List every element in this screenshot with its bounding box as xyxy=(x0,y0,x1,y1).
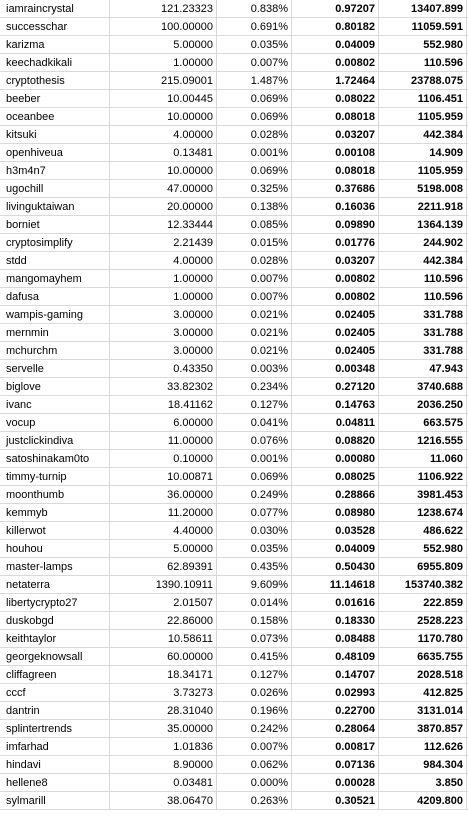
cell-account-name[interactable]: openhiveua xyxy=(0,144,110,162)
cell-percent[interactable]: 0.007% xyxy=(217,288,292,306)
cell-percent[interactable]: 0.001% xyxy=(217,144,292,162)
cell-total[interactable]: 222.859 xyxy=(379,594,467,612)
cell-percent[interactable]: 0.035% xyxy=(217,36,292,54)
cell-account-name[interactable]: cliffagreen xyxy=(0,666,110,684)
table-row xyxy=(0,522,468,540)
cell-percent[interactable]: 0.035% xyxy=(217,540,292,558)
cell-account-name[interactable]: keithtaylor xyxy=(0,630,110,648)
cell-amount[interactable]: 33.82302 xyxy=(110,378,217,396)
cell-value[interactable]: 0.48109 xyxy=(292,648,379,666)
cell-percent[interactable]: 0.691% xyxy=(217,18,292,36)
table-row xyxy=(0,18,468,36)
table-row xyxy=(0,252,468,270)
cell-percent[interactable]: 0.069% xyxy=(217,90,292,108)
cell-percent[interactable]: 0.028% xyxy=(217,126,292,144)
cell-account-name[interactable]: ivanc xyxy=(0,396,110,414)
cell-percent[interactable]: 0.196% xyxy=(217,702,292,720)
cell-total[interactable]: 442.384 xyxy=(379,126,467,144)
cell-account-name[interactable]: mchurchm xyxy=(0,342,110,360)
cell-value[interactable]: 0.08025 xyxy=(292,468,379,486)
cell-percent[interactable]: 0.001% xyxy=(217,450,292,468)
cell-value[interactable]: 0.22700 xyxy=(292,702,379,720)
cell-percent[interactable]: 0.041% xyxy=(217,414,292,432)
cell-value[interactable]: 0.01776 xyxy=(292,234,379,252)
cell-value[interactable]: 0.08018 xyxy=(292,162,379,180)
table-row xyxy=(0,360,468,378)
cell-total[interactable]: 1105.959 xyxy=(379,108,467,126)
cell-account-name[interactable]: hellene8 xyxy=(0,774,110,792)
cell-value[interactable]: 0.04009 xyxy=(292,540,379,558)
cell-total[interactable]: 11059.591 xyxy=(379,18,467,36)
table-row xyxy=(0,684,468,702)
cell-value[interactable]: 0.08488 xyxy=(292,630,379,648)
cell-amount[interactable]: 1.01836 xyxy=(110,738,217,756)
cell-total[interactable]: 3131.014 xyxy=(379,702,467,720)
cell-amount[interactable]: 10.00445 xyxy=(110,90,217,108)
cell-account-name[interactable]: libertycrypto27 xyxy=(0,594,110,612)
cell-value[interactable]: 0.08018 xyxy=(292,108,379,126)
cell-total[interactable]: 331.788 xyxy=(379,342,467,360)
cell-account-name[interactable]: master-lamps xyxy=(0,558,110,576)
cell-value[interactable]: 0.01616 xyxy=(292,594,379,612)
cell-value[interactable]: 0.14707 xyxy=(292,666,379,684)
cell-account-name[interactable]: georgeknowsall xyxy=(0,648,110,666)
cell-value[interactable]: 0.37686 xyxy=(292,180,379,198)
cell-amount[interactable]: 1390.10911 xyxy=(110,576,217,594)
cell-account-name[interactable]: beeber xyxy=(0,90,110,108)
cell-account-name[interactable]: successchar xyxy=(0,18,110,36)
cell-value[interactable]: 0.09890 xyxy=(292,216,379,234)
cell-amount[interactable]: 215.09001 xyxy=(110,72,217,90)
cell-amount[interactable]: 8.90000 xyxy=(110,756,217,774)
cell-total[interactable]: 47.943 xyxy=(379,360,467,378)
cell-total[interactable]: 442.384 xyxy=(379,252,467,270)
cell-account-name[interactable]: kemmyb xyxy=(0,504,110,522)
cell-total[interactable]: 2036.250 xyxy=(379,396,467,414)
cell-total[interactable]: 6635.755 xyxy=(379,648,467,666)
cell-amount[interactable]: 10.00000 xyxy=(110,108,217,126)
cell-percent[interactable]: 0.021% xyxy=(217,324,292,342)
cell-amount[interactable]: 10.00871 xyxy=(110,468,217,486)
table-row xyxy=(0,126,468,144)
cell-account-name[interactable]: servelle xyxy=(0,360,110,378)
cell-percent[interactable]: 0.026% xyxy=(217,684,292,702)
table-row xyxy=(0,54,468,72)
cell-account-name[interactable]: mangomayhem xyxy=(0,270,110,288)
table-row xyxy=(0,396,468,414)
cell-total[interactable]: 11.060 xyxy=(379,450,467,468)
cell-percent[interactable]: 0.014% xyxy=(217,594,292,612)
cell-amount[interactable]: 100.00000 xyxy=(110,18,217,36)
cell-account-name[interactable]: mernmin xyxy=(0,324,110,342)
cell-amount[interactable]: 0.10000 xyxy=(110,450,217,468)
cell-percent[interactable]: 1.487% xyxy=(217,72,292,90)
cell-amount[interactable]: 11.20000 xyxy=(110,504,217,522)
table-row xyxy=(0,630,468,648)
cell-value[interactable]: 0.08022 xyxy=(292,90,379,108)
cell-value[interactable]: 0.00108 xyxy=(292,144,379,162)
cell-total[interactable]: 1364.139 xyxy=(379,216,467,234)
table-row xyxy=(0,378,468,396)
cell-account-name[interactable]: timmy-turnip xyxy=(0,468,110,486)
cell-total[interactable]: 244.902 xyxy=(379,234,467,252)
cell-amount[interactable]: 18.41162 xyxy=(110,396,217,414)
cell-percent[interactable]: 0.085% xyxy=(217,216,292,234)
table-row xyxy=(0,288,468,306)
cell-account-name[interactable]: vocup xyxy=(0,414,110,432)
cell-value[interactable]: 0.18330 xyxy=(292,612,379,630)
cell-percent[interactable]: 0.030% xyxy=(217,522,292,540)
cell-total[interactable]: 2211.918 xyxy=(379,198,467,216)
table-row xyxy=(0,594,468,612)
cell-value[interactable]: 0.03528 xyxy=(292,522,379,540)
cell-percent[interactable]: 0.073% xyxy=(217,630,292,648)
cell-total[interactable]: 2028.518 xyxy=(379,666,467,684)
cell-account-name[interactable]: biglove xyxy=(0,378,110,396)
cell-value[interactable]: 0.03207 xyxy=(292,252,379,270)
cell-account-name[interactable]: houhou xyxy=(0,540,110,558)
cell-percent[interactable]: 0.138% xyxy=(217,198,292,216)
cell-value[interactable]: 0.08980 xyxy=(292,504,379,522)
cell-account-name[interactable]: cccf xyxy=(0,684,110,702)
cell-percent[interactable]: 0.069% xyxy=(217,162,292,180)
cell-account-name[interactable]: killerwot xyxy=(0,522,110,540)
cell-value[interactable]: 0.00028 xyxy=(292,774,379,792)
cell-total[interactable]: 486.622 xyxy=(379,522,467,540)
table-row xyxy=(0,468,468,486)
table-row xyxy=(0,558,468,576)
cell-amount[interactable]: 62.89391 xyxy=(110,558,217,576)
cell-percent[interactable]: 0.415% xyxy=(217,648,292,666)
cell-total[interactable]: 552.980 xyxy=(379,540,467,558)
cell-value[interactable]: 0.16036 xyxy=(292,198,379,216)
table-row xyxy=(0,270,468,288)
cell-total[interactable]: 4209.800 xyxy=(379,792,467,810)
cell-percent[interactable]: 9.609% xyxy=(217,576,292,594)
cell-amount[interactable]: 4.40000 xyxy=(110,522,217,540)
cell-value[interactable]: 0.02993 xyxy=(292,684,379,702)
cell-amount[interactable]: 1.00000 xyxy=(110,54,217,72)
cell-total[interactable]: 412.825 xyxy=(379,684,467,702)
cell-amount[interactable]: 4.00000 xyxy=(110,252,217,270)
table-row xyxy=(0,450,468,468)
cell-account-name[interactable]: splintertrends xyxy=(0,720,110,738)
cell-percent[interactable]: 0.838% xyxy=(217,0,292,18)
cell-amount[interactable]: 0.13481 xyxy=(110,144,217,162)
cell-percent[interactable]: 0.242% xyxy=(217,720,292,738)
cell-value[interactable]: 0.00348 xyxy=(292,360,379,378)
table-row xyxy=(0,648,468,666)
cell-value[interactable]: 0.28064 xyxy=(292,720,379,738)
cell-total[interactable]: 6955.809 xyxy=(379,558,467,576)
cell-total[interactable]: 1105.959 xyxy=(379,162,467,180)
cell-value[interactable]: 0.02405 xyxy=(292,324,379,342)
cell-percent[interactable]: 0.076% xyxy=(217,432,292,450)
table-row xyxy=(0,432,468,450)
cell-amount[interactable]: 4.00000 xyxy=(110,126,217,144)
cell-amount[interactable]: 3.00000 xyxy=(110,306,217,324)
cell-account-name[interactable]: ugochill xyxy=(0,180,110,198)
cell-total[interactable]: 1106.451 xyxy=(379,90,467,108)
cell-account-name[interactable]: netaterra xyxy=(0,576,110,594)
cell-amount[interactable]: 0.03481 xyxy=(110,774,217,792)
cell-amount[interactable]: 3.00000 xyxy=(110,342,217,360)
cell-value[interactable]: 0.02405 xyxy=(292,342,379,360)
cell-total[interactable]: 3870.857 xyxy=(379,720,467,738)
table-row xyxy=(0,504,468,522)
table-row xyxy=(0,774,468,792)
cell-percent[interactable]: 0.069% xyxy=(217,468,292,486)
cell-total[interactable]: 1170.780 xyxy=(379,630,467,648)
cell-value[interactable]: 0.97207 xyxy=(292,0,379,18)
cell-amount[interactable]: 1.00000 xyxy=(110,288,217,306)
cell-total[interactable]: 5198.008 xyxy=(379,180,467,198)
cell-value[interactable]: 0.04009 xyxy=(292,36,379,54)
cell-amount[interactable]: 0.43350 xyxy=(110,360,217,378)
cell-account-name[interactable]: hindavi xyxy=(0,756,110,774)
cell-amount[interactable]: 11.00000 xyxy=(110,432,217,450)
cell-total[interactable]: 110.596 xyxy=(379,270,467,288)
cell-total[interactable]: 331.788 xyxy=(379,306,467,324)
cell-percent[interactable]: 0.158% xyxy=(217,612,292,630)
cell-amount[interactable]: 12.33444 xyxy=(110,216,217,234)
cell-value[interactable]: 0.07136 xyxy=(292,756,379,774)
table-row xyxy=(0,666,468,684)
table-row xyxy=(0,162,468,180)
cell-account-name[interactable]: imfarhad xyxy=(0,738,110,756)
cell-percent[interactable]: 0.325% xyxy=(217,180,292,198)
cell-account-name[interactable]: justclickindiva xyxy=(0,432,110,450)
cell-account-name[interactable]: stdd xyxy=(0,252,110,270)
cell-account-name[interactable]: livinguktaiwan xyxy=(0,198,110,216)
table-row xyxy=(0,576,468,594)
cell-account-name[interactable]: wampis-gaming xyxy=(0,306,110,324)
cell-total[interactable]: 110.596 xyxy=(379,54,467,72)
cell-percent[interactable]: 0.003% xyxy=(217,360,292,378)
cell-account-name[interactable]: kitsuki xyxy=(0,126,110,144)
table-row xyxy=(0,414,468,432)
cell-amount[interactable]: 20.00000 xyxy=(110,198,217,216)
cell-percent[interactable]: 0.077% xyxy=(217,504,292,522)
cell-value[interactable]: 0.03207 xyxy=(292,126,379,144)
cell-value[interactable]: 0.80182 xyxy=(292,18,379,36)
cell-amount[interactable]: 60.00000 xyxy=(110,648,217,666)
cell-account-name[interactable]: keechadkikali xyxy=(0,54,110,72)
cell-percent[interactable]: 0.007% xyxy=(217,54,292,72)
cell-percent[interactable]: 0.028% xyxy=(217,252,292,270)
cell-amount[interactable]: 5.00000 xyxy=(110,540,217,558)
cell-total[interactable]: 3740.688 xyxy=(379,378,467,396)
cell-amount[interactable]: 6.00000 xyxy=(110,414,217,432)
cell-value[interactable]: 0.50430 xyxy=(292,558,379,576)
cell-total[interactable]: 3.850 xyxy=(379,774,467,792)
cell-account-name[interactable]: karizma xyxy=(0,36,110,54)
cell-value[interactable]: 0.00817 xyxy=(292,738,379,756)
cell-amount[interactable]: 35.00000 xyxy=(110,720,217,738)
cell-total[interactable]: 3981.453 xyxy=(379,486,467,504)
table-row xyxy=(0,108,468,126)
cell-total[interactable]: 14.909 xyxy=(379,144,467,162)
cell-amount[interactable]: 1.00000 xyxy=(110,270,217,288)
cell-value[interactable]: 1.72464 xyxy=(292,72,379,90)
table-row xyxy=(0,792,468,810)
cell-percent[interactable]: 0.021% xyxy=(217,342,292,360)
cell-total[interactable]: 1106.922 xyxy=(379,468,467,486)
cell-amount[interactable]: 2.21439 xyxy=(110,234,217,252)
cell-value[interactable]: 0.30521 xyxy=(292,792,379,810)
cell-amount[interactable]: 3.00000 xyxy=(110,324,217,342)
cell-percent[interactable]: 0.062% xyxy=(217,756,292,774)
table-row xyxy=(0,36,468,54)
cell-total[interactable]: 2528.223 xyxy=(379,612,467,630)
cell-total[interactable]: 1216.555 xyxy=(379,432,467,450)
cell-total[interactable]: 13407.899 xyxy=(379,0,467,18)
cell-percent[interactable]: 0.127% xyxy=(217,666,292,684)
cell-value[interactable]: 0.02405 xyxy=(292,306,379,324)
cell-amount[interactable]: 47.00000 xyxy=(110,180,217,198)
table-row xyxy=(0,72,468,90)
table-row xyxy=(0,324,468,342)
cell-account-name[interactable]: satoshinakam0to xyxy=(0,450,110,468)
cell-value[interactable]: 0.04811 xyxy=(292,414,379,432)
cell-account-name[interactable]: cryptosimplify xyxy=(0,234,110,252)
cell-amount[interactable]: 3.73273 xyxy=(110,684,217,702)
cell-amount[interactable]: 121.23323 xyxy=(110,0,217,18)
cell-percent[interactable]: 0.234% xyxy=(217,378,292,396)
cell-account-name[interactable]: sylmarill xyxy=(0,792,110,810)
cell-percent[interactable]: 0.069% xyxy=(217,108,292,126)
cell-total[interactable]: 663.575 xyxy=(379,414,467,432)
cell-account-name[interactable]: dantrin xyxy=(0,702,110,720)
cell-percent[interactable]: 0.263% xyxy=(217,792,292,810)
cell-amount[interactable]: 28.31040 xyxy=(110,702,217,720)
table-row xyxy=(0,0,468,18)
cell-amount[interactable]: 38.06470 xyxy=(110,792,217,810)
cell-value[interactable]: 0.28866 xyxy=(292,486,379,504)
cell-total[interactable]: 984.304 xyxy=(379,756,467,774)
cell-account-name[interactable]: dafusa xyxy=(0,288,110,306)
cell-account-name[interactable]: iamraincrystal xyxy=(0,0,110,18)
table-row xyxy=(0,612,468,630)
cell-percent[interactable]: 0.435% xyxy=(217,558,292,576)
cell-amount[interactable]: 10.00000 xyxy=(110,162,217,180)
cell-value[interactable]: 11.14618 xyxy=(292,576,379,594)
cell-value[interactable]: 0.00080 xyxy=(292,450,379,468)
cell-percent[interactable]: 0.021% xyxy=(217,306,292,324)
cell-account-name[interactable]: moonthumb xyxy=(0,486,110,504)
cell-percent[interactable]: 0.007% xyxy=(217,738,292,756)
cell-value[interactable]: 0.00802 xyxy=(292,54,379,72)
cell-total[interactable]: 1238.674 xyxy=(379,504,467,522)
table-row xyxy=(0,540,468,558)
table-row xyxy=(0,720,468,738)
table-row xyxy=(0,738,468,756)
table-row xyxy=(0,756,468,774)
table-row xyxy=(0,216,468,234)
cell-value[interactable]: 0.00802 xyxy=(292,288,379,306)
cell-account-name[interactable]: h3m4n7 xyxy=(0,162,110,180)
cell-total[interactable]: 153740.382 xyxy=(379,576,467,594)
cell-total[interactable]: 331.788 xyxy=(379,324,467,342)
cell-amount[interactable]: 36.00000 xyxy=(110,486,217,504)
cell-account-name[interactable]: duskobgd xyxy=(0,612,110,630)
cell-percent[interactable]: 0.000% xyxy=(217,774,292,792)
cell-account-name[interactable]: oceanbee xyxy=(0,108,110,126)
cell-account-name[interactable]: borniet xyxy=(0,216,110,234)
cell-value[interactable]: 0.14763 xyxy=(292,396,379,414)
cell-percent[interactable]: 0.007% xyxy=(217,270,292,288)
cell-amount[interactable]: 2.01507 xyxy=(110,594,217,612)
table-row xyxy=(0,198,468,216)
table-row xyxy=(0,180,468,198)
cell-amount[interactable]: 22.86000 xyxy=(110,612,217,630)
table-row xyxy=(0,144,468,162)
cell-total[interactable]: 23788.075 xyxy=(379,72,467,90)
table-row xyxy=(0,342,468,360)
table-row xyxy=(0,90,468,108)
cell-total[interactable]: 110.596 xyxy=(379,288,467,306)
cell-amount[interactable]: 10.58611 xyxy=(110,630,217,648)
cell-value[interactable]: 0.00802 xyxy=(292,270,379,288)
cell-total[interactable]: 552.980 xyxy=(379,36,467,54)
cell-percent[interactable]: 0.015% xyxy=(217,234,292,252)
cell-amount[interactable]: 5.00000 xyxy=(110,36,217,54)
table-row xyxy=(0,234,468,252)
cell-account-name[interactable]: cryptothesis xyxy=(0,72,110,90)
cell-value[interactable]: 0.08820 xyxy=(292,432,379,450)
cell-percent[interactable]: 0.127% xyxy=(217,396,292,414)
cell-value[interactable]: 0.27120 xyxy=(292,378,379,396)
cell-amount[interactable]: 18.34171 xyxy=(110,666,217,684)
cell-percent[interactable]: 0.249% xyxy=(217,486,292,504)
cell-total[interactable]: 112.626 xyxy=(379,738,467,756)
table-row xyxy=(0,702,468,720)
table-row xyxy=(0,486,468,504)
table-row xyxy=(0,306,468,324)
